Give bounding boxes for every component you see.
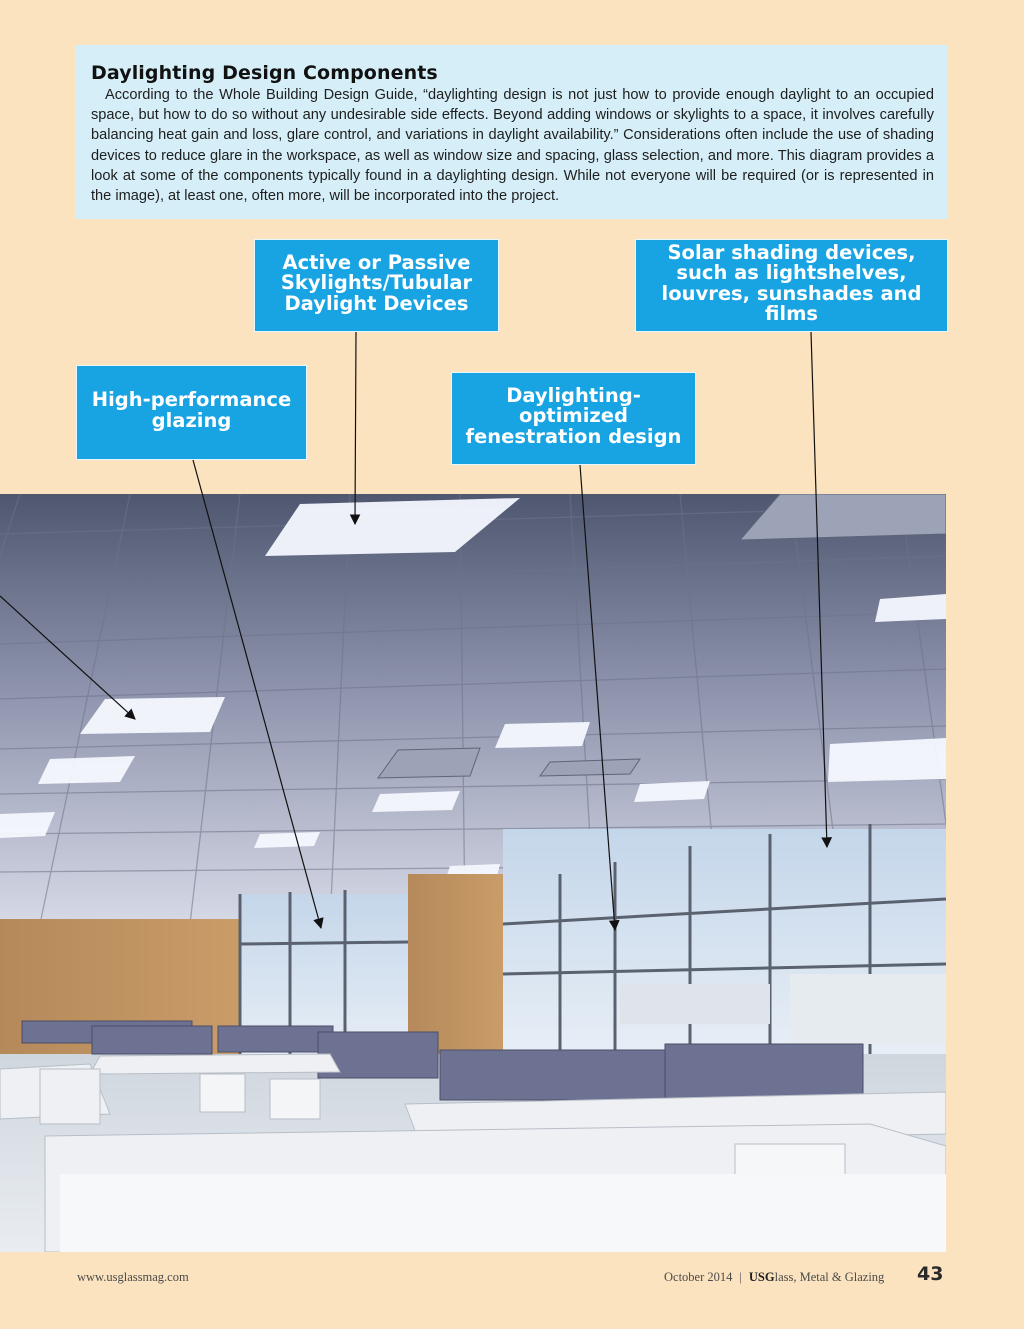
sidebar-body: According to the Whole Building Design Guide, “daylighting design is not just how to provide enough daylight to an occupied space, but how to do so without any undesirable side effects. Beyond adding windows or skylights to a space, it involves carefully balancing heat gain and loss, glare control, and variations in daylight availability.” Considerations often include the use of shading devices to reduce glare in the workspace, as well as window size and spacing, glass selection, and more. This diagram provides a look at some of the components typically found in a daylighting design. While not everyone will be required (or is represented in the image), at least one, often more, will be incorporated into the project. <box>91 87 934 205</box>
callout-fenestration-text: Daylighting-optimized fenestration design <box>465 383 682 448</box>
callout-shading <box>635 239 948 332</box>
footer-url[interactable]: www.usglassmag.com <box>77 1270 189 1284</box>
callout-glazing-text: High-performance glazing <box>91 388 292 432</box>
footer-brand-rest: lass, Metal & Glazing <box>774 1270 885 1284</box>
footer-publication <box>664 1270 884 1285</box>
office-photo <box>0 494 946 1252</box>
callout-fenestration <box>451 372 696 465</box>
page-number: 43 <box>917 1263 944 1285</box>
callout-shading-text: Solar shading devices, such as lightshelves, louvres, sunshades and films <box>661 240 922 325</box>
sidebar-box <box>75 45 948 219</box>
callout-skylights <box>254 239 499 332</box>
footer-separator: | <box>739 1270 742 1284</box>
callout-skylights-text: Active or Passive Skylights/Tubular Daylight Devices <box>280 250 473 315</box>
footer-brand-bold: USG <box>748 1270 775 1284</box>
footer-issue: October 2014 <box>664 1270 733 1284</box>
callout-glazing <box>76 365 307 460</box>
sidebar-title: Daylighting Design Components <box>91 62 438 84</box>
